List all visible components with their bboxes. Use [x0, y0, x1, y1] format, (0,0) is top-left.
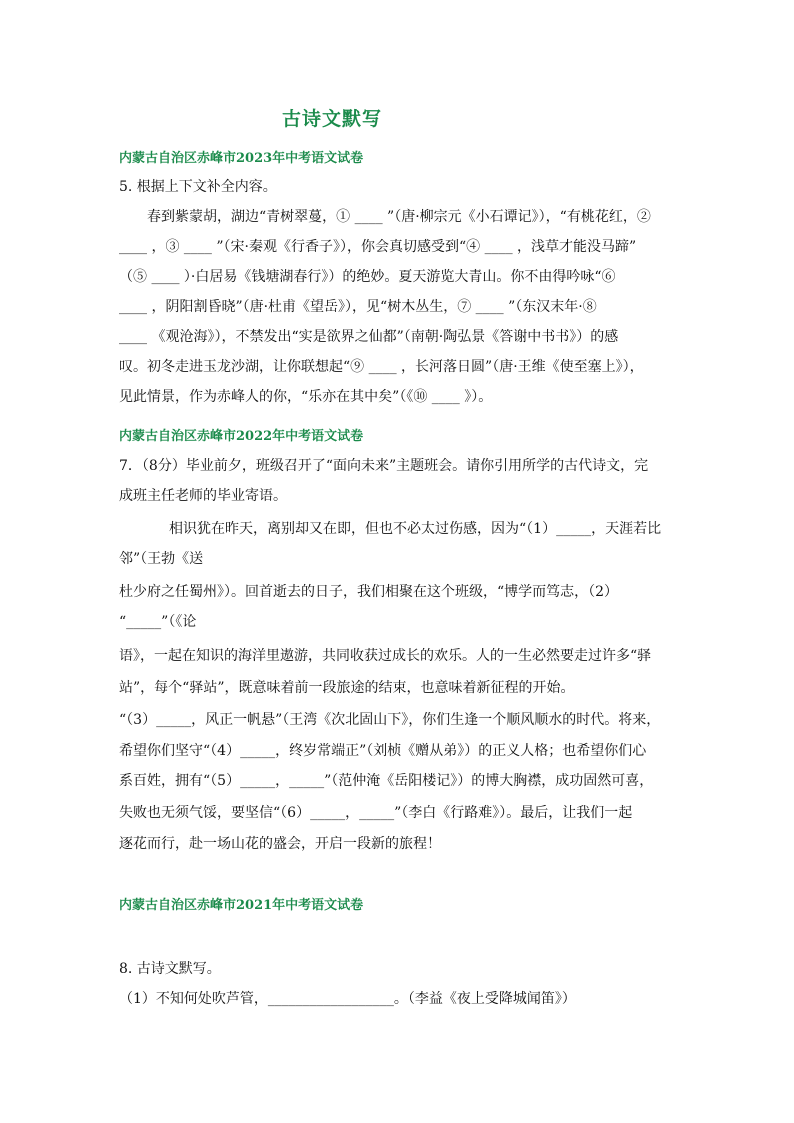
section-source-2023: 内蒙古自治区赤峰市2023年中考语文试卷: [119, 151, 364, 166]
passage-line: 逐花而行，赴一场山花的盛会，开启一段新的旅程！: [119, 836, 441, 852]
passage-line: 杜少府之任蜀州》）。回首逝去的日子，我们相聚在这个班级，“博学而笃志，（2）: [119, 584, 619, 600]
passage-line: 系百姓，拥有“（5）_____，_____”（范仲淹《岳阳楼记》）的博大胸襟，成功固然可喜，: [119, 773, 654, 789]
question-8-prompt: 8. 古诗文默写。: [119, 961, 221, 977]
passage-line: “（3）_____，风正一帆悬”（王湾《次北固山下》，你们生逢一个顺风顺水的时代。将来，: [119, 712, 661, 728]
passage-line: “_____”（《论: [119, 614, 197, 630]
passage-line: 见此情景，作为赤峰人的你，“乐亦在其中矣”（《⑩ ____ 》）。: [119, 389, 493, 405]
passage-line: 希望你们坚守“（4）_____，终岁常端正”（刘桢《赠从弟》）的正义人格；也希望你们心: [119, 743, 647, 759]
question-8-item-1: （1）不知何处吹芦管，__________________。（李益《夜上受降城闻笛》）: [119, 991, 576, 1007]
passage-line: ____ ，③ ____ ”（宋·秦观《行香子》），你会真切感受到“④ ____ ，浅草才能没马蹄”: [119, 239, 637, 255]
section-source-2022: 内蒙古自治区赤峰市2022年中考语文试卷: [119, 429, 364, 444]
passage-line: 叹。初冬走进玉龙沙湖，让你联想起“⑨ ____ ，长河落日圆”（唐·王维《使至塞上》），: [119, 359, 644, 375]
passage-line: （⑤ ____ ）·白居易《钱塘湖春行》）的绝妙。夏天游览大青山。你不由得吟咏“⑥: [119, 269, 616, 285]
question-5-prompt: 5. 根据上下文补全内容。: [119, 179, 277, 195]
question-7-prompt: 7．（8分）毕业前夕，班级召开了“面向未来”主题班会。请你引用所学的古代诗文，完: [119, 458, 649, 474]
passage-line: 失败也无须气馁，要坚信“（6）_____，_____”（李白《行路难》）。最后，让我们一起: [119, 805, 633, 821]
question-7-prompt-cont: 成班主任老师的毕业寄语。: [119, 488, 287, 504]
passage-line: 邻”（王勃《送: [119, 551, 204, 567]
passage-line: 站”，每个“驿站”，既意味着前一段旅途的结束，也意味着新征程的开始。: [119, 680, 575, 696]
passage-line: 春到紫蒙胡，湖边“青树翠蔓，① ____ ”（唐·柳宗元《小石谭记》），“有桃花红，②: [147, 209, 651, 225]
passage-line: ____ ，阴阳割昏晓”（唐·杜甫《望岳》），见“树木丛生，⑦ ____ ”（东汉末年·⑧: [119, 299, 597, 315]
passage-line: ____ 《观沧海》），不禁发出“实是欲界之仙都”（南朝·陶弘景《答谢中书书》）的感: [119, 329, 619, 345]
passage-line: 相识犹在昨天，离别却又在即，但也不必太过伤感，因为“（1）_____，天涯若比: [169, 521, 662, 537]
document-title: 古诗文默写: [281, 108, 382, 130]
passage-line: 语》，一起在知识的海洋里遨游，共同收获过成长的欢乐。人的一生必然要走过许多“驿: [119, 648, 652, 664]
section-source-2021: 内蒙古自治区赤峰市2021年中考语文试卷: [119, 898, 364, 913]
